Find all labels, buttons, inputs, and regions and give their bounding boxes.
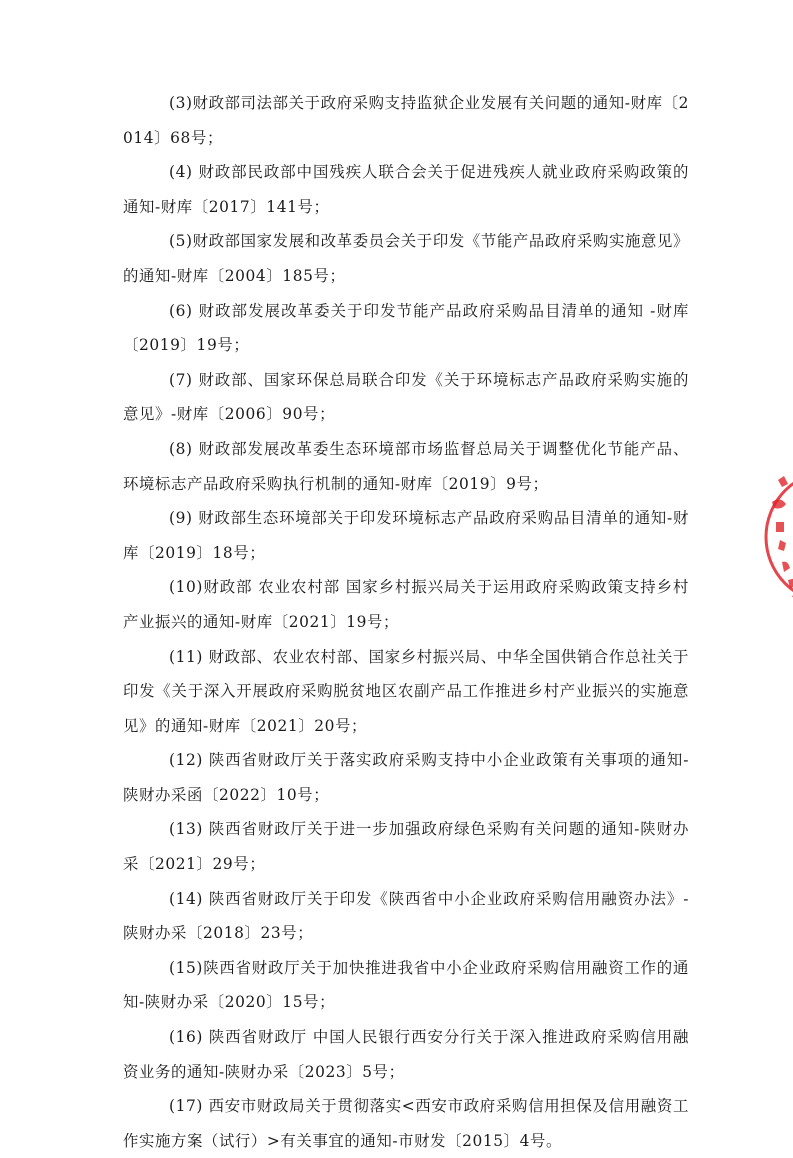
- list-item: (13) 陕西省财政厅关于进一步加强政府绿色采购有关问题的通知-陕财办采〔2021〕29号；: [123, 820, 689, 874]
- list-item: (9) 财政部生态环境部关于印发环境标志产品政府采购品目清单的通知-财库〔2019〕18号；: [123, 509, 689, 562]
- list-item: (10)财政部 农业农村部 国家乡村振兴局关于运用政府采购政策支持乡村产业振兴的通知-财库〔2021〕19号；: [123, 578, 689, 631]
- list-item: (11) 财政部、农业农村部、国家乡村振兴局、中华全国供销合作总社关于印发《关于深入开展政府采购脱贫地区农副产品工作推进乡村产业振兴的实施意见》的通知-财库〔2021〕20号；: [123, 647, 689, 735]
- list-item: (4) 财政部民政部中国残疾人联合会关于促进残疾人就业政府采购政策的通知-财库〔2017〕141号；: [123, 163, 689, 216]
- list-item: (15)陕西省财政厅关于加快推进我省中小企业政府采购信用融资工作的通知-陕财办采〔2020〕15号；: [123, 958, 689, 1012]
- list-item: (6) 财政部发展改革委关于印发节能产品政府采购品目清单的通知 -财库〔2019〕19号；: [123, 301, 689, 355]
- list-item: (3)财政部司法部关于政府采购支持监狱企业发展有关问题的通知-财库〔2014〕68号；: [123, 94, 689, 147]
- regulation-list: [123, 86, 689, 1158]
- list-item: (16) 陕西省财政厅 中国人民银行西安分行关于深入推进政府采购信用融资业务的通知-陕财办采〔2023〕5号；: [123, 1028, 689, 1081]
- list-item: (12) 陕西省财政厅关于落实政府采购支持中小企业政策有关事项的通知-陕财办采函〔2022〕10号；: [123, 751, 689, 804]
- red-seal-stamp-icon: [760, 462, 793, 612]
- list-item: (17) 西安市财政局关于贯彻落实<西安市政府采购信用担保及信用融资工作实施方案（试行）>有关事宜的通知-市财发〔2015〕4号。: [123, 1097, 689, 1150]
- list-item: (14) 陕西省财政厅关于印发《陕西省中小企业政府采购信用融资办法》-陕财办采〔2018〕23号；: [123, 889, 689, 943]
- list-item: (7) 财政部、国家环保总局联合印发《关于环境标志产品政府采购实施的意见》-财库〔2006〕90号；: [123, 370, 689, 424]
- list-item: (8) 财政部发展改革委生态环境部市场监督总局关于调整优化节能产品、环境标志产品政府采购执行机制的通知-财库〔2019〕9号；: [123, 439, 689, 493]
- list-item: (5)财政部国家发展和改革委员会关于印发《节能产品政府采购实施意见》的通知-财库〔2004〕185号；: [123, 232, 689, 285]
